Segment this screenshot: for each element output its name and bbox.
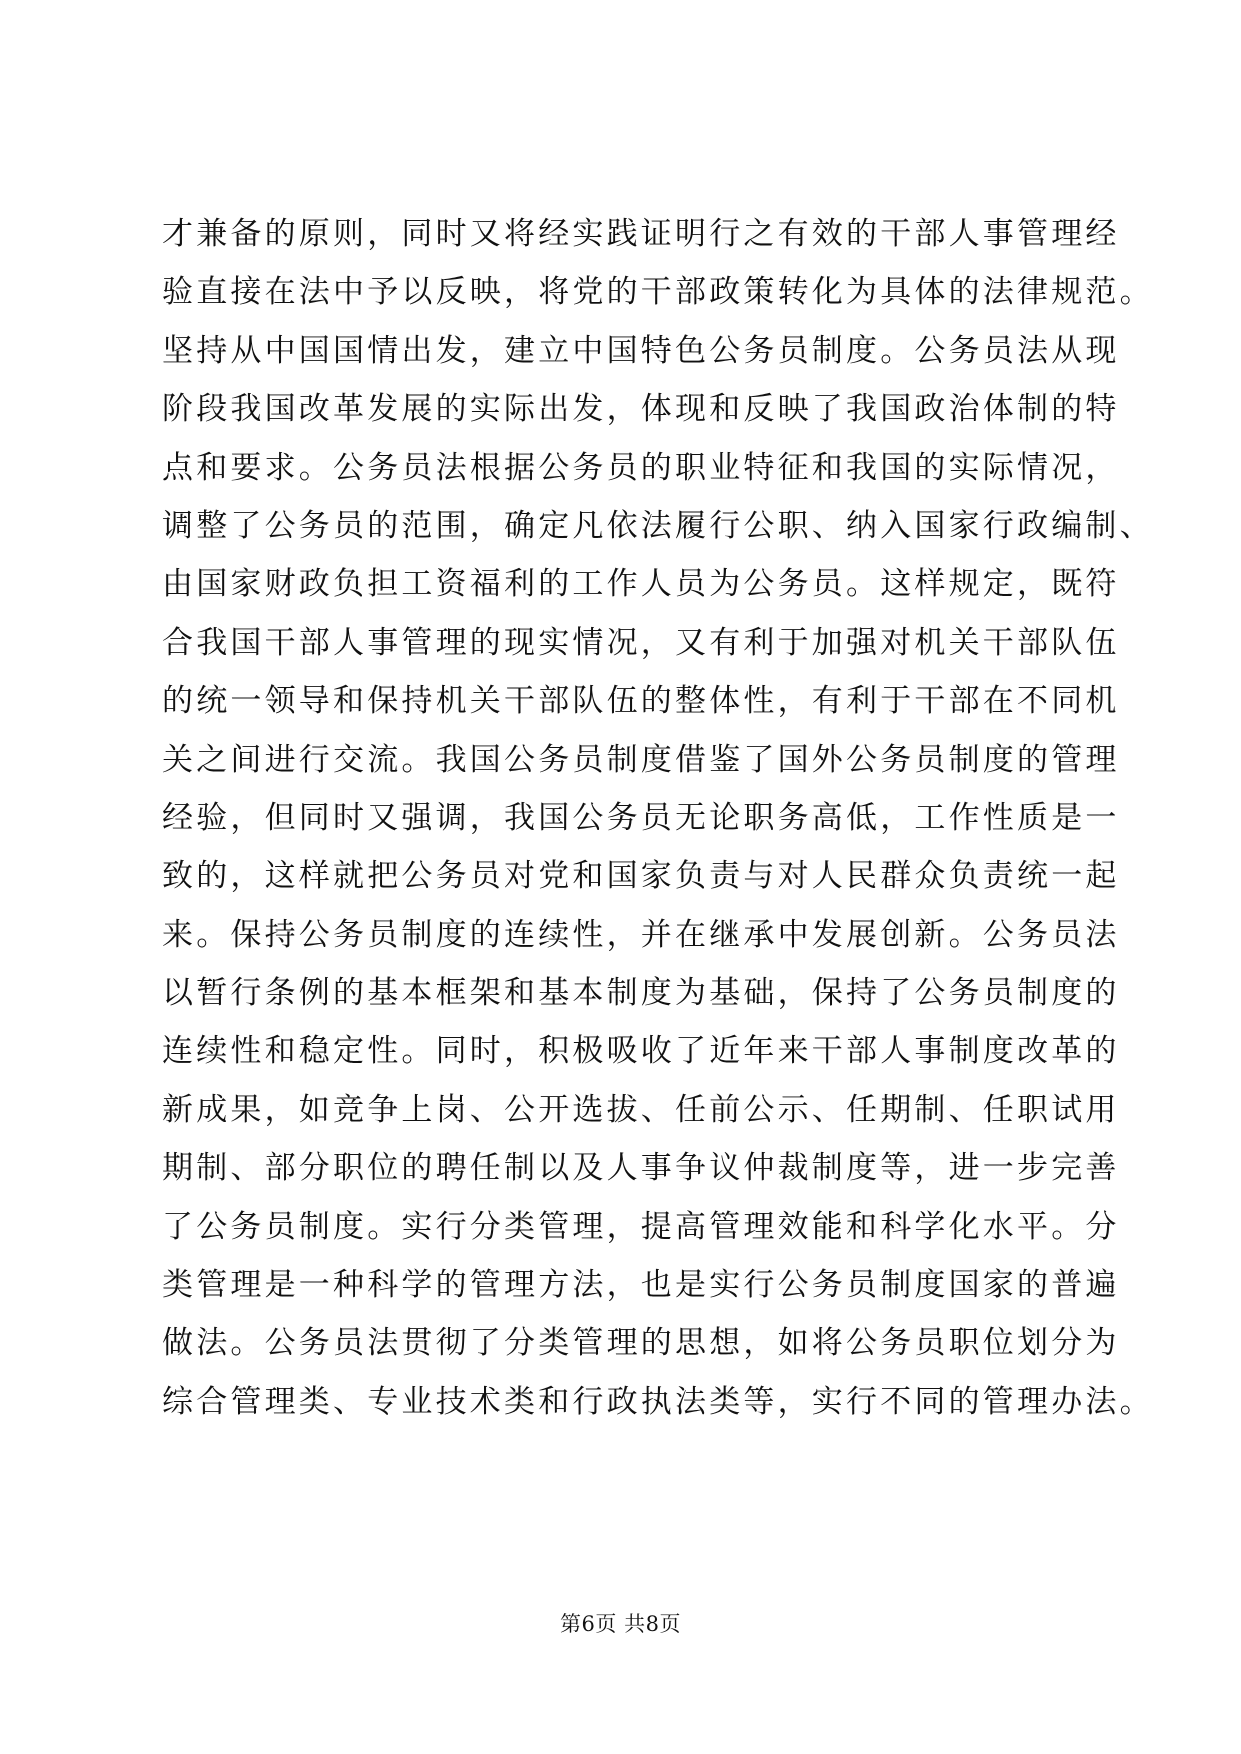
body-text [162,205,1154,1431]
text-line: 了公务员制度。实行分类管理，提高管理效能和科学化水平。分 [162,1208,1120,1245]
text-line: 期制、部分职位的聘任制以及人事争议仲裁制度等，进一步完善 [162,1150,1120,1187]
text-line: 致的，这样就把公务员对党和国家负责与对人民群众负责统一起 [162,858,1120,895]
text-line: 经验，但同时又强调，我国公务员无论职务高低，工作性质是一 [162,799,1120,836]
text-line: 坚持从中国国情出发，建立中国特色公务员制度。公务员法从现 [162,332,1120,369]
text-line: 连续性和稳定性。同时，积极吸收了近年来干部人事制度改革的 [162,1033,1120,1070]
text-line: 的统一领导和保持机关干部队伍的整体性，有利于干部在不同机 [162,683,1120,720]
text-line: 合我国干部人事管理的现实情况，又有利于加强对机关干部队伍 [162,624,1120,661]
text-line: 由国家财政负担工资福利的工作人员为公务员。这样规定，既符 [162,566,1120,603]
page-number-footer: 第6页 共8页 [560,1612,681,1636]
text-line: 新成果，如竞争上岗、公开选拔、任前公示、任期制、任职试用 [162,1091,1120,1128]
text-line: 验直接在法中予以反映，将党的干部政策转化为具体的法律规范。 [162,274,1154,311]
text-line: 关之间进行交流。我国公务员制度借鉴了国外公务员制度的管理 [162,741,1120,778]
text-line: 来。保持公务员制度的连续性，并在继承中发展创新。公务员法 [162,916,1120,953]
text-line: 综合管理类、专业技术类和行政执法类等，实行不同的管理办法。 [162,1383,1154,1420]
text-line: 阶段我国改革发展的实际出发，体现和反映了我国政治体制的特 [162,391,1120,428]
text-line: 做法。公务员法贯彻了分类管理的思想，如将公务员职位划分为 [162,1325,1120,1362]
text-line: 才兼备的原则，同时又将经实践证明行之有效的干部人事管理经 [162,216,1120,252]
text-line: 以暂行条例的基本框架和基本制度为基础，保持了公务员制度的 [162,975,1120,1012]
text-line: 类管理是一种科学的管理方法，也是实行公务员制度国家的普遍 [162,1267,1120,1304]
text-line: 调整了公务员的范围，确定凡依法履行公职、纳入国家行政编制、 [162,507,1154,544]
text-line: 点和要求。公务员法根据公务员的职业特征和我国的实际情况， [162,449,1120,486]
